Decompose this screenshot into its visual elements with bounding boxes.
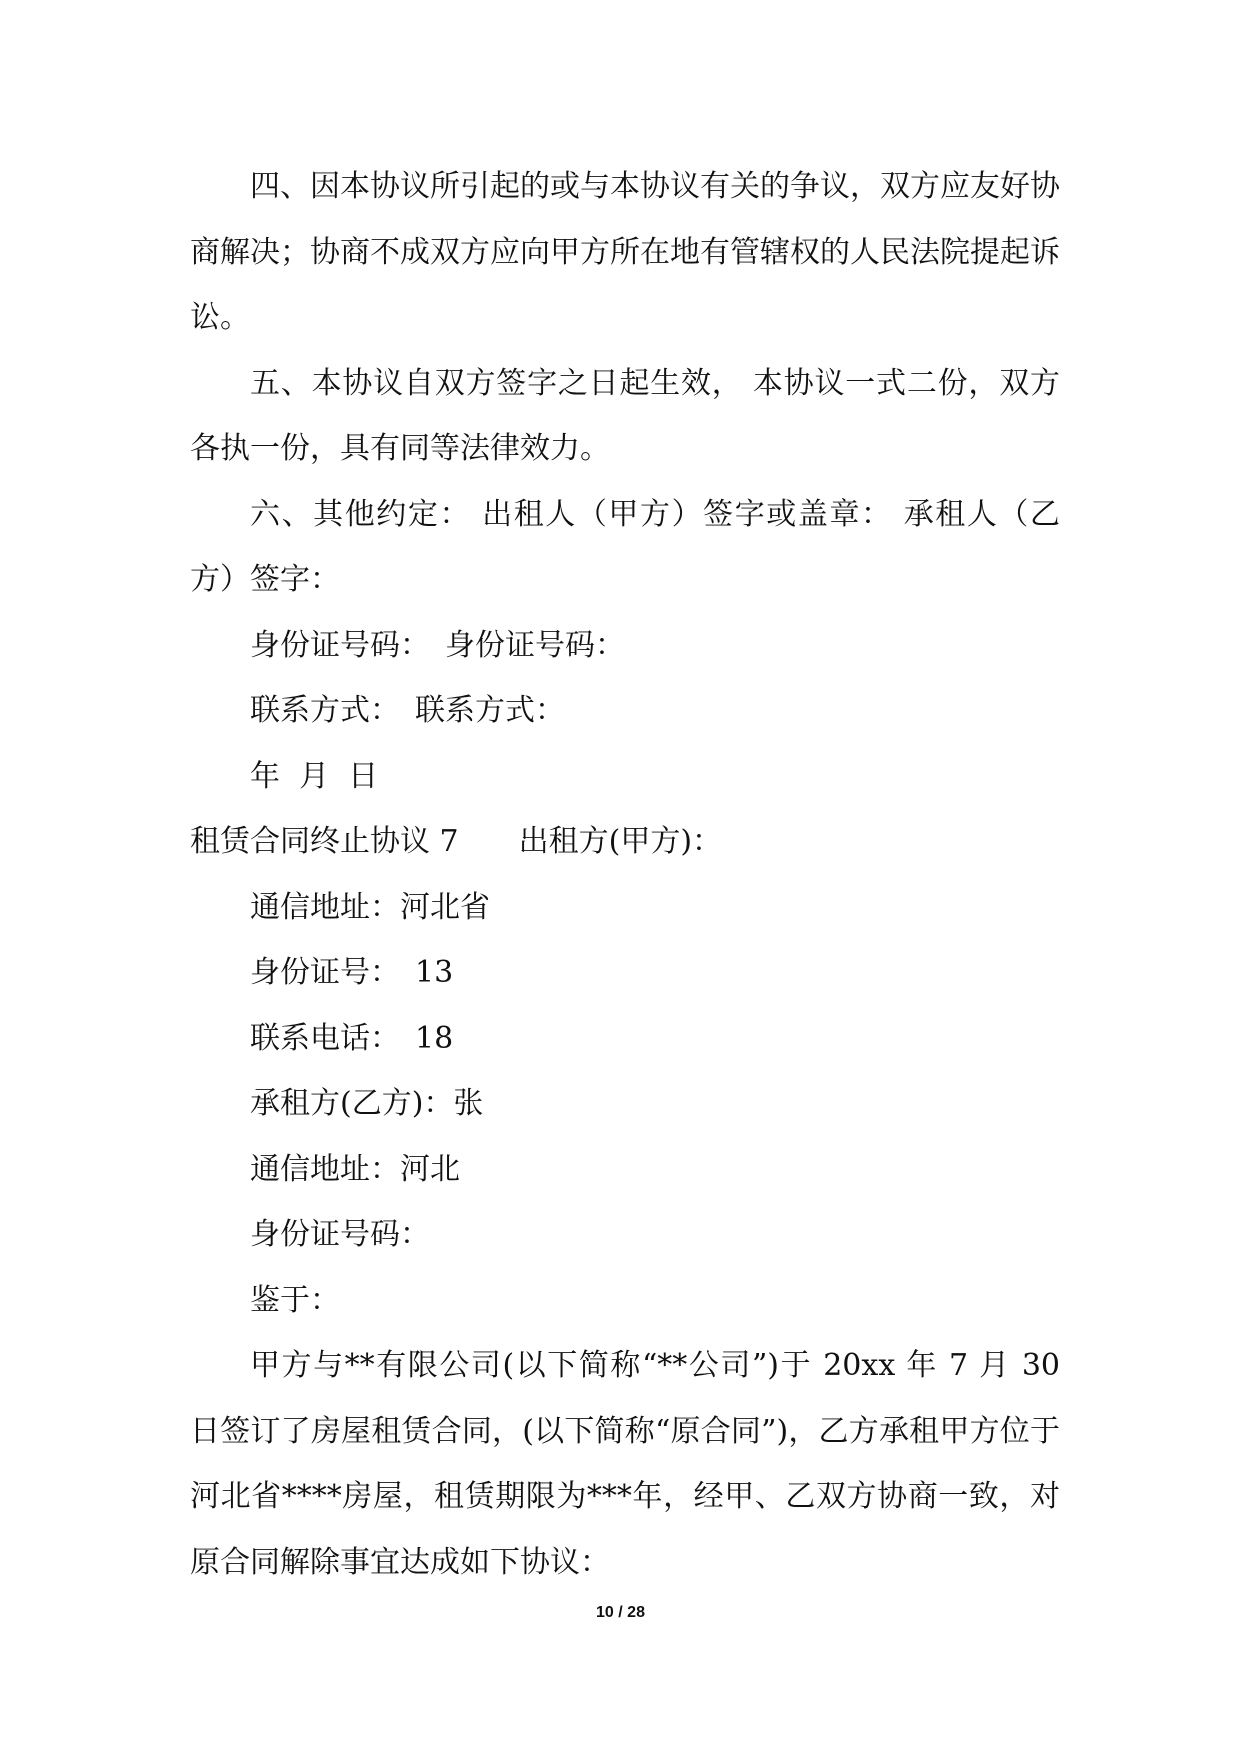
date-line: 年 月 日 [250, 758, 379, 794]
id-number-line [190, 613, 1060, 679]
agreement-heading: 租赁合同终止协议 7 [190, 824, 459, 859]
lessee-id-code: 身份证号码： [250, 1217, 430, 1252]
contact-line [190, 678, 1060, 744]
lessee-line: 承租方(乙方)：张 [250, 1086, 484, 1121]
phone-label: 联系电话： [250, 1020, 400, 1056]
lessor-phone [190, 1006, 1060, 1072]
id-number-value: 13 [415, 955, 454, 990]
clause-four: 四、因本协议所引起的或与本协议有关的争议，双方应友好协商解决；协商不成双方应向甲方所在地有管辖权的人民法院提起诉讼。 [190, 169, 1060, 335]
lessee-contact-label: 联系方式： [415, 693, 565, 728]
id-number-label: 身份证号： [250, 955, 400, 990]
phone-value: 18 [415, 1020, 454, 1056]
lessor-contact-label: 联系方式： [250, 693, 400, 728]
lessee-id-label: 身份证号码： [445, 627, 625, 663]
page-number: 10 / 28 [596, 1604, 645, 1621]
lessee-address: 通信地址：河北 [250, 1151, 460, 1187]
lessor-id-label: 身份证号码： [250, 627, 430, 663]
lessor-id-number [190, 940, 1060, 1006]
whereas-label: 鉴于： [250, 1282, 340, 1318]
lessor-label: 出租方(甲方)： [518, 824, 723, 859]
document-body [190, 154, 1060, 1595]
clause-six: 六、其他约定： 出租人（甲方）签字或盖章： 承租人（乙方）签字： [190, 496, 1060, 597]
lessor-address: 通信地址：河北省 [250, 889, 490, 925]
agreement-heading-line [190, 809, 1060, 875]
agreement-body: 甲方与**有限公司(以下简称“**公司”)于 20xx 年 7 月 30 日签订了房屋租赁合同，(以下简称“原合同”)，乙方承租甲方位于河北省****房屋，租赁期限为***年，经甲、乙双方协商一致，对原合同解除事宜达成如下协议： [190, 1348, 1060, 1580]
clause-five: 五、本协议自双方签字之日起生效， 本协议一式二份，双方各执一份，具有同等法律效力。 [190, 365, 1060, 466]
